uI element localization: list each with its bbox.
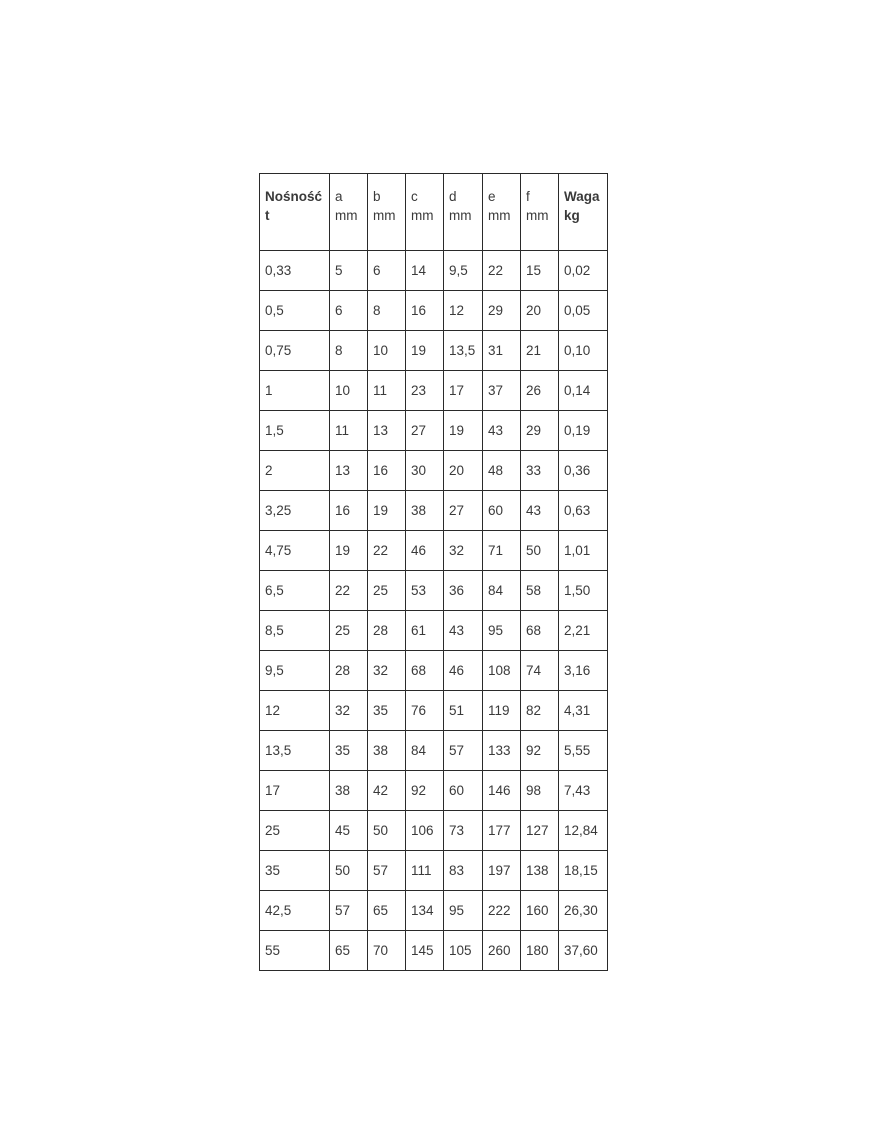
cell-waga: 0,05 [559,291,608,331]
cell-b: 70 [368,931,406,971]
cell-c: 134 [406,891,444,931]
table-row [260,811,608,851]
header-f-label: f [526,189,530,204]
cell-f: 82 [521,691,559,731]
cell-b: 50 [368,811,406,851]
cell-waga: 0,14 [559,371,608,411]
table-row [260,331,608,371]
cell-d: 73 [444,811,483,851]
cell-waga: 7,43 [559,771,608,811]
cell-d: 105 [444,931,483,971]
header-d-unit: mm [449,208,472,223]
cell-b: 38 [368,731,406,771]
table-row [260,251,608,291]
cell-d: 9,5 [444,251,483,291]
header-waga-unit: kg [564,208,580,223]
cell-e: 60 [483,491,521,531]
cell-nosnosc: 8,5 [260,611,330,651]
header-waga [559,174,608,251]
cell-a: 65 [330,931,368,971]
cell-f: 160 [521,891,559,931]
cell-e: 37 [483,371,521,411]
table-row [260,931,608,971]
cell-b: 57 [368,851,406,891]
cell-b: 28 [368,611,406,651]
cell-c: 27 [406,411,444,451]
table-row [260,531,608,571]
cell-f: 127 [521,811,559,851]
cell-b: 6 [368,251,406,291]
cell-c: 14 [406,251,444,291]
cell-nosnosc: 35 [260,851,330,891]
cell-c: 46 [406,531,444,571]
cell-waga: 1,50 [559,571,608,611]
header-e-unit: mm [488,208,511,223]
cell-a: 8 [330,331,368,371]
cell-a: 22 [330,571,368,611]
table-row [260,451,608,491]
header-b-label: b [373,189,381,204]
header-f [521,174,559,251]
header-a [330,174,368,251]
cell-f: 15 [521,251,559,291]
cell-waga: 26,30 [559,891,608,931]
cell-f: 98 [521,771,559,811]
cell-waga: 4,31 [559,691,608,731]
cell-e: 29 [483,291,521,331]
cell-f: 33 [521,451,559,491]
header-nosnosc-unit: t [265,208,270,223]
header-d-label: d [449,189,457,204]
table-row [260,891,608,931]
header-a-unit: mm [335,208,358,223]
cell-b: 42 [368,771,406,811]
cell-waga: 2,21 [559,611,608,651]
cell-nosnosc: 0,75 [260,331,330,371]
cell-nosnosc: 9,5 [260,651,330,691]
cell-nosnosc: 0,5 [260,291,330,331]
cell-f: 180 [521,931,559,971]
cell-d: 13,5 [444,331,483,371]
cell-d: 20 [444,451,483,491]
cell-e: 119 [483,691,521,731]
cell-d: 83 [444,851,483,891]
header-e [483,174,521,251]
table-row [260,851,608,891]
cell-e: 84 [483,571,521,611]
cell-d: 43 [444,611,483,651]
cell-b: 10 [368,331,406,371]
header-d [444,174,483,251]
cell-waga: 5,55 [559,731,608,771]
cell-e: 95 [483,611,521,651]
cell-a: 25 [330,611,368,651]
cell-waga: 0,19 [559,411,608,451]
header-b [368,174,406,251]
cell-e: 260 [483,931,521,971]
cell-c: 16 [406,291,444,331]
cell-d: 36 [444,571,483,611]
cell-f: 138 [521,851,559,891]
cell-c: 38 [406,491,444,531]
cell-c: 19 [406,331,444,371]
cell-b: 22 [368,531,406,571]
cell-b: 25 [368,571,406,611]
table-header [260,174,608,251]
cell-f: 26 [521,371,559,411]
cell-nosnosc: 17 [260,771,330,811]
header-nosnosc [260,174,330,251]
table-row [260,491,608,531]
header-f-unit: mm [526,208,549,223]
cell-waga: 3,16 [559,651,608,691]
cell-b: 65 [368,891,406,931]
cell-f: 74 [521,651,559,691]
cell-nosnosc: 1 [260,371,330,411]
cell-f: 29 [521,411,559,451]
cell-e: 22 [483,251,521,291]
cell-e: 43 [483,411,521,451]
cell-waga: 0,63 [559,491,608,531]
header-row [260,174,608,251]
cell-c: 53 [406,571,444,611]
cell-a: 32 [330,691,368,731]
cell-waga: 18,15 [559,851,608,891]
cell-a: 6 [330,291,368,331]
cell-a: 28 [330,651,368,691]
cell-nosnosc: 0,33 [260,251,330,291]
cell-a: 38 [330,771,368,811]
cell-f: 43 [521,491,559,531]
header-waga-label: Waga [564,189,600,204]
cell-c: 92 [406,771,444,811]
cell-b: 32 [368,651,406,691]
cell-d: 27 [444,491,483,531]
cell-waga: 0,36 [559,451,608,491]
cell-c: 23 [406,371,444,411]
cell-c: 30 [406,451,444,491]
table-row [260,771,608,811]
cell-nosnosc: 3,25 [260,491,330,531]
cell-e: 177 [483,811,521,851]
cell-nosnosc: 13,5 [260,731,330,771]
cell-c: 61 [406,611,444,651]
table-row [260,411,608,451]
cell-f: 58 [521,571,559,611]
cell-d: 60 [444,771,483,811]
cell-b: 11 [368,371,406,411]
cell-e: 222 [483,891,521,931]
cell-d: 12 [444,291,483,331]
table-row [260,691,608,731]
cell-nosnosc: 2 [260,451,330,491]
cell-c: 106 [406,811,444,851]
cell-waga: 12,84 [559,811,608,851]
table-row [260,571,608,611]
cell-d: 57 [444,731,483,771]
cell-a: 45 [330,811,368,851]
cell-c: 84 [406,731,444,771]
cell-nosnosc: 25 [260,811,330,851]
cell-e: 133 [483,731,521,771]
cell-waga: 0,02 [559,251,608,291]
cell-b: 8 [368,291,406,331]
header-b-unit: mm [373,208,396,223]
cell-a: 57 [330,891,368,931]
cell-f: 92 [521,731,559,771]
cell-b: 35 [368,691,406,731]
cell-a: 35 [330,731,368,771]
cell-a: 5 [330,251,368,291]
cell-a: 50 [330,851,368,891]
cell-waga: 1,01 [559,531,608,571]
cell-e: 71 [483,531,521,571]
cell-d: 17 [444,371,483,411]
cell-a: 19 [330,531,368,571]
cell-waga: 0,10 [559,331,608,371]
cell-nosnosc: 55 [260,931,330,971]
cell-f: 21 [521,331,559,371]
cell-f: 20 [521,291,559,331]
cell-c: 76 [406,691,444,731]
cell-d: 19 [444,411,483,451]
cell-e: 31 [483,331,521,371]
table-row [260,651,608,691]
cell-a: 13 [330,451,368,491]
cell-b: 13 [368,411,406,451]
cell-nosnosc: 12 [260,691,330,731]
table-row [260,611,608,651]
cell-d: 95 [444,891,483,931]
cell-b: 19 [368,491,406,531]
cell-waga: 37,60 [559,931,608,971]
header-nosnosc-label: Nośność [265,189,323,204]
cell-f: 50 [521,531,559,571]
cell-a: 11 [330,411,368,451]
cell-d: 46 [444,651,483,691]
cell-c: 111 [406,851,444,891]
specification-table [259,173,608,971]
header-c-label: c [411,189,418,204]
header-c [406,174,444,251]
cell-d: 51 [444,691,483,731]
header-e-label: e [488,189,496,204]
cell-e: 146 [483,771,521,811]
table-row [260,731,608,771]
header-a-label: a [335,189,343,204]
cell-e: 48 [483,451,521,491]
cell-a: 16 [330,491,368,531]
cell-f: 68 [521,611,559,651]
cell-b: 16 [368,451,406,491]
cell-c: 68 [406,651,444,691]
cell-nosnosc: 1,5 [260,411,330,451]
cell-nosnosc: 4,75 [260,531,330,571]
cell-a: 10 [330,371,368,411]
cell-e: 197 [483,851,521,891]
cell-nosnosc: 42,5 [260,891,330,931]
cell-nosnosc: 6,5 [260,571,330,611]
table-row [260,291,608,331]
header-c-unit: mm [411,208,434,223]
cell-d: 32 [444,531,483,571]
cell-e: 108 [483,651,521,691]
table-row [260,371,608,411]
table-body [260,251,608,971]
cell-c: 145 [406,931,444,971]
